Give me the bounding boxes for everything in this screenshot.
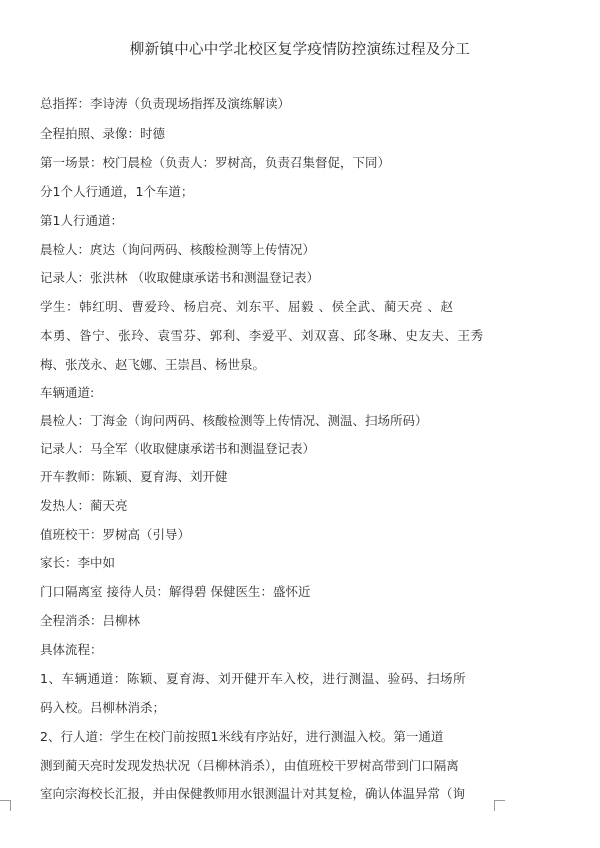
text-line-channels: 分1个人行通道，1个车道；: [40, 184, 194, 199]
text-line-process-2c: 室向宗海校长汇报，并由保健教师用水银测温计对其复检，确认体温异常（询: [40, 786, 466, 801]
text-line-recorder: 记录人：张洪林 （收取健康承诺书和测温登记表）: [40, 270, 319, 285]
text-line-duty-officer: 值班校干：罗树高（引导）: [40, 527, 191, 542]
text-line-process-2a: 2、行人道：学生在校门前按照1米线有序站好，进行测温入校。第一通道: [40, 729, 444, 744]
text-line-vehicle-inspector: 晨检人：丁海金（询问两码、核酸检测等上传情况、测温、扫场所码）: [40, 413, 428, 428]
text-line-pedestrian-channel: 第1人行通道：: [40, 213, 123, 228]
text-line-vehicle-recorder: 记录人：马全军（收取健康承诺书和测温登记表）: [40, 441, 316, 456]
text-line-isolation-room: 门口隔离室 接待人员：解得碧 保健医生：盛怀近: [40, 584, 311, 599]
document-title: 柳新镇中心中学北校区复学疫情防控演练过程及分工: [129, 42, 471, 58]
text-line-process-1a: 1、车辆通道：陈颖、夏育海、刘开健开车入校，进行测温、验码、扫场所: [40, 671, 467, 686]
text-line-process-2b: 测到蔺天亮时发现发热状况（吕柳林消杀），由值班校干罗树高带到门口隔离: [40, 758, 459, 773]
text-line-students-3: 梅、张茂永、赵飞娜、王崇昌、杨世泉。: [40, 357, 266, 372]
text-line-students-1: 学生：韩红明、曹爱玲、杨启亮、刘东平、屈毅 、侯全武、蔺天亮 、赵: [40, 299, 454, 314]
text-line-disinfection: 全程消杀：吕柳林: [40, 613, 141, 628]
text-line-scene-one: 第一场景：校门晨检（负责人：罗树高，负责召集督促，下同）: [40, 155, 391, 170]
page-corner-mark-left: [0, 800, 11, 811]
page-corner-mark-right: [494, 800, 505, 811]
text-line-students-2: 本勇、昝宁、张玲、袁雪芬、郭利、李爱平、刘双喜、邱冬琳、史友夫、王秀: [40, 328, 484, 343]
text-line-commander: 总指挥：李诗涛（负责现场指挥及演练解读）: [40, 96, 291, 111]
text-line-driving-teachers: 开车教师：陈颖、夏育海、刘开健: [40, 469, 228, 484]
text-line-fever-person: 发热人：蔺天亮: [40, 498, 128, 513]
text-line-photography: 全程拍照、录像：时德: [40, 126, 166, 141]
text-line-process-heading: 具体流程：: [40, 642, 103, 657]
text-line-parent: 家长：李中如: [40, 555, 116, 570]
text-line-inspector: 晨检人：庹达（询问两码、核酸检测等上传情况）: [40, 242, 316, 257]
text-line-vehicle-channel: 车辆通道:: [40, 385, 95, 400]
text-line-process-1b: 码入校。吕柳林消杀；: [40, 700, 166, 715]
